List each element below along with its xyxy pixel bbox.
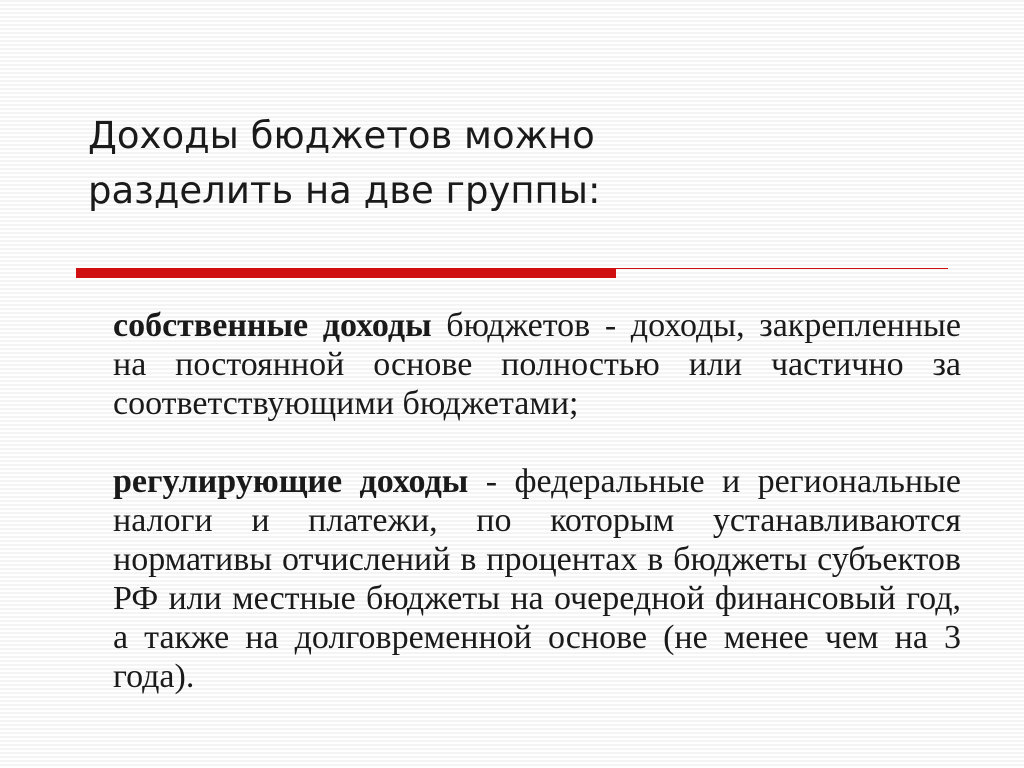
divider-thin-line [616, 268, 948, 269]
slide-title [88, 108, 808, 218]
title-divider [76, 266, 948, 278]
paragraph-regulating-revenues [113, 462, 961, 696]
term-own-revenues: собственные доходы [113, 307, 432, 344]
term-regulating-revenues: регулирующие доходы [113, 463, 469, 500]
slide-content [113, 306, 961, 696]
title-line-2: разделить на две группы: [88, 169, 601, 212]
paragraph-own-revenues [113, 306, 961, 423]
definition-own-revenues: бюджетов - доходы, закрепленные на постоянной основе полностью или частично за соответствующими бюджетами; [113, 307, 961, 422]
divider-thick-bar [76, 268, 616, 278]
definition-regulating-revenues: - федеральные и региональные налоги и платежи, по которым устанавливаются нормативы отчислений в процентах в бюджеты субъектов РФ или местные бюджеты на очередной финансовый год, а также на долговременной основе (не менее чем на 3 года). [113, 463, 961, 695]
title-line-1: Доходы бюджетов можно [88, 114, 595, 157]
